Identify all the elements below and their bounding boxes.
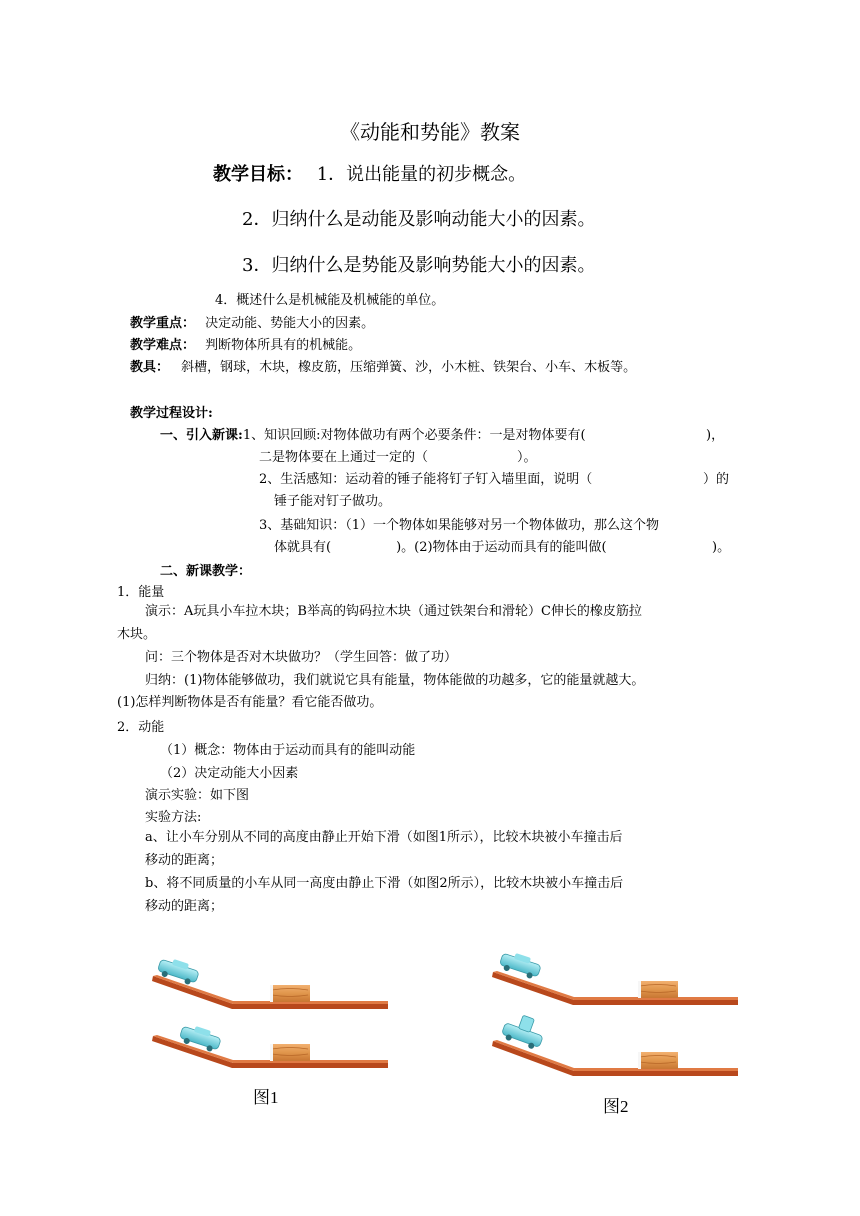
objective-item-4: 4．概述什么是机械能及机械能的单位。 [215,293,445,308]
key-points-text: 决定动能、势能大小的因素。 [205,316,375,331]
key-points-row [130,312,374,331]
fig2-bottom-car-loaded [500,1010,548,1051]
energy-demo-line2: 木块。 [117,627,157,642]
process-heading: 教学过程设计: [130,406,213,421]
objective-item-2: 2．归纳什么是动能及影响动能大小的因素。 [242,209,596,230]
tools-label: 教具： [130,360,170,375]
kinetic-method-b-line1: b、将不同质量的小车从同一高度由静止下滑（如图2所示），比较木块被小车撞击后 [145,876,624,891]
fig2-bottom-block [638,1052,678,1069]
key-points-label: 教学重点： [130,316,196,331]
kinetic-factors: （2）决定动能大小因素 [160,766,299,781]
objective-item-1: 1．说出能量的初步概念。 [316,164,527,185]
fig1-top-ramp [152,975,388,1009]
energy-heading: 1．能量 [117,585,165,600]
energy-question: 问：三个物体是否对木块做功？（学生回答：做了功） [145,650,458,665]
new-lesson-label: 二、新课教学： [160,564,252,579]
intro-item2-line1: 2、生活感知：运动着的锤子能将钉子钉入墙里面，说明（ [259,472,593,487]
intro-label: 一、引入新课: [160,428,243,443]
kinetic-concept: （1）概念：物体由于运动而具有的能叫动能 [160,743,416,758]
intro-item1-text: 1、知识回顾:对物体做功有两个必要条件：一是对物体要有( [242,428,586,443]
objectives-label: 教学目标： [213,164,303,185]
intro-item1-line2-end: ）。 [517,450,537,465]
intro-item3-line1: 3、基础知识：（1）一个物体如果能够对另一个物体做功，那么这个物 [259,518,660,533]
objective-item-3: 3．归纳什么是势能及影响势能大小的因素。 [242,255,596,276]
difficulty-text: 判断物体所具有的机械能。 [205,338,362,353]
fig1-top-car [156,955,200,986]
kinetic-method-a-line1: a、让小车分别从不同的高度由静止开始下滑（如图1所示），比较木块被小车撞击后 [145,830,623,845]
fig2-top-block [638,981,678,998]
kinetic-method: 实验方法: [145,810,202,825]
kinetic-method-a-line2: 移动的距离； [145,853,224,868]
document-title: 《动能和势能》教案 [340,120,520,144]
difficulty-label: 教学难点： [130,338,196,353]
figure-1-caption: 图1 [253,1088,279,1107]
objective-row-1 [213,160,526,186]
fig1-bottom-ramp [152,1035,388,1068]
fig2-top-ramp [492,971,738,1005]
energy-conclusion-line2: (1)怎样判断物体是否有能量？看它能否做功。 [117,695,383,710]
intro-item3-line2: 体就具有( )。(2)物体由于运动而具有的能叫做( [274,540,607,555]
intro-item1-line2: 二是物体要在上通过一定的（ [259,450,429,465]
kinetic-heading: 2．动能 [117,720,165,735]
intro-item1-line1 [160,424,586,443]
kinetic-method-b-line2: 移动的距离； [145,899,224,914]
fig1-bottom-block [270,1044,310,1061]
fig1-bottom-car [178,1022,222,1053]
energy-demo-line1: 演示：A玩具小车拉木块；B举高的钩码拉木块（通过铁架台和滑轮）C伸长的橡皮筋拉 [145,604,642,619]
intro-item2-line1-end: ）的 [703,472,730,487]
tools-text: 斜槽，钢球，木块，橡皮筋，压缩弹簧、沙，小木桩、铁架台、小车、木板等。 [181,360,637,375]
kinetic-demo: 演示实验：如下图 [145,788,250,803]
figure-2-caption: 图2 [603,1097,629,1116]
fig1-top-block [270,985,310,1002]
intro-item2-line2: 锤子能对钉子做功。 [274,494,392,509]
energy-conclusion-line1: 归纳：(1)物体能够做功，我们就说它具有能量，物体能做的功越多，它的能量就越大。 [145,673,645,688]
fig2-top-car [498,949,542,980]
tools-row [130,356,636,375]
difficulty-row [130,334,361,353]
intro-item1-blank-end: )， [706,428,725,443]
fig2-bottom-ramp [492,1040,738,1076]
intro-item3-line2-end: )。 [712,540,731,555]
